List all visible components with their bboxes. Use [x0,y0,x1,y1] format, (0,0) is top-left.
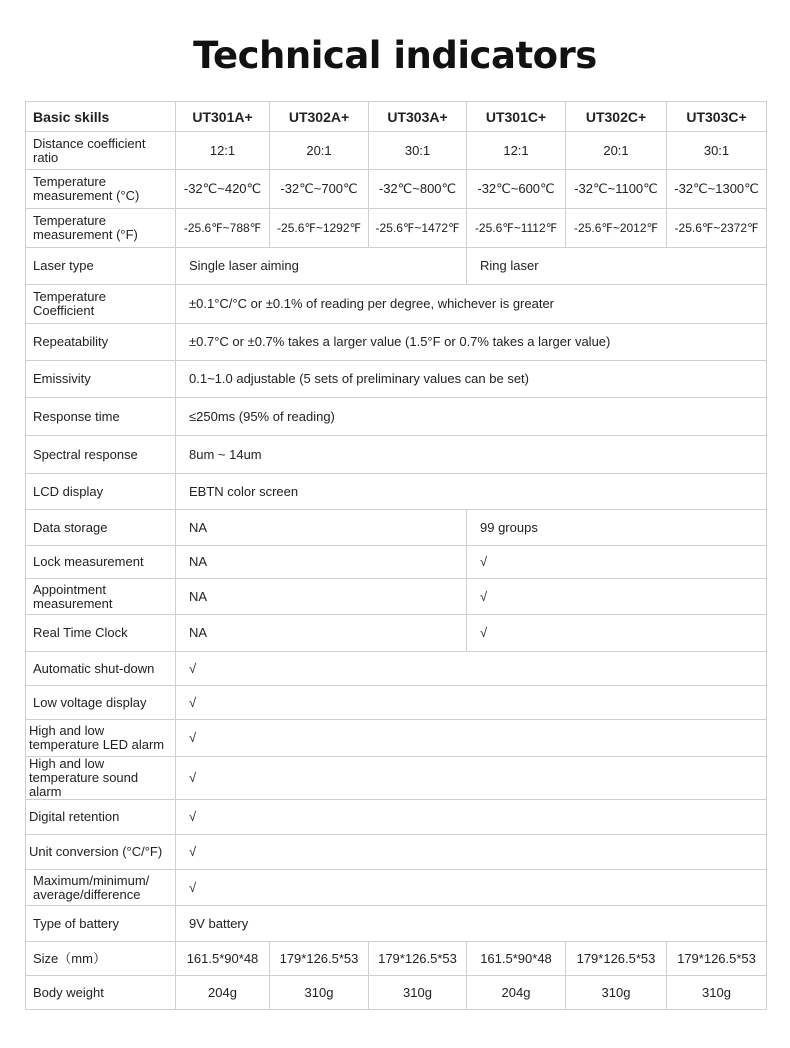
table-row [26,870,767,906]
table-cell: NA [176,615,467,652]
table-row [26,757,767,800]
table-row [26,398,767,436]
table-cell: -25.6℉~2012℉ [566,209,667,248]
table-row [26,436,767,474]
row-label: Emissivity [26,361,176,398]
row-label: Unit conversion (°C/°F) [26,835,176,870]
table-row [26,170,767,209]
table-cell: NA [176,546,467,579]
table-cell: 179*126.5*53 [369,942,467,976]
row-label: Appointment measurement [26,579,176,615]
table-row [26,132,767,170]
table-row [26,615,767,652]
header-cell: UT302A+ [270,102,369,132]
row-label: Repeatability [26,324,176,361]
spec-table [25,101,767,1010]
table-row [26,285,767,324]
table-row [26,324,767,361]
table-row [26,248,767,285]
table-cell: 0.1~1.0 adjustable (5 sets of preliminary values can be set) [176,361,767,398]
table-cell: 99 groups [467,510,767,546]
table-row [26,686,767,720]
table-row [26,579,767,615]
table-cell: √ [176,652,767,686]
row-label: Temperature measurement (°C) [26,170,176,209]
table-cell: 161.5*90*48 [176,942,270,976]
table-cell: 30:1 [369,132,467,170]
header-cell: UT301C+ [467,102,566,132]
table-cell: EBTN color screen [176,474,767,510]
table-cell: √ [467,546,767,579]
table-cell: NA [176,510,467,546]
table-cell: -32℃~800℃ [369,170,467,209]
table-cell: √ [176,870,767,906]
header-cell: UT302C+ [566,102,667,132]
row-label: Laser type [26,248,176,285]
row-label: High and low temperature LED alarm [26,720,176,757]
table-row [26,720,767,757]
table-cell: √ [176,686,767,720]
table-cell: -25.6℉~1292℉ [270,209,369,248]
table-row [26,976,767,1010]
table-cell: -32℃~1100℃ [566,170,667,209]
header-cell: UT301A+ [176,102,270,132]
table-cell: √ [176,835,767,870]
table-cell: 8um ~ 14um [176,436,767,474]
table-cell: 310g [667,976,767,1010]
table-cell: NA [176,579,467,615]
table-cell: √ [176,757,767,800]
table-cell: -32℃~1300℃ [667,170,767,209]
table-cell: ±0.7°C or ±0.7% takes a larger value (1.5°F or 0.7% takes a larger value) [176,324,767,361]
table-cell: 179*126.5*53 [566,942,667,976]
table-cell: √ [176,720,767,757]
table-cell: √ [467,579,767,615]
table-cell: 204g [467,976,566,1010]
table-cell: √ [467,615,767,652]
table-row [26,546,767,579]
table-cell: ±0.1°C/°C or ±0.1% of reading per degree, whichever is greater [176,285,767,324]
row-label: Lock measurement [26,546,176,579]
table-row [26,906,767,942]
row-label: Body weight [26,976,176,1010]
row-label: Type of battery [26,906,176,942]
table-row [26,510,767,546]
table-cell: 20:1 [566,132,667,170]
row-label: Digital retention [26,800,176,835]
table-row [26,361,767,398]
row-label: High and low temperature sound alarm [26,757,176,800]
table-cell: 12:1 [467,132,566,170]
header-cell: UT303C+ [667,102,767,132]
table-cell: 310g [369,976,467,1010]
table-cell: ≤250ms (95% of reading) [176,398,767,436]
table-cell: -32℃~420℃ [176,170,270,209]
row-label: Automatic shut-down [26,652,176,686]
table-cell: 30:1 [667,132,767,170]
table-row [26,942,767,976]
row-label: LCD display [26,474,176,510]
row-label: Response time [26,398,176,436]
table-cell: 20:1 [270,132,369,170]
row-label: Spectral response [26,436,176,474]
table-cell: 310g [566,976,667,1010]
page-title: Technical indicators [193,34,597,77]
table-cell: Single laser aiming [176,248,467,285]
table-row [26,209,767,248]
table-cell: 179*126.5*53 [270,942,369,976]
row-label: Temperature measurement (°F) [26,209,176,248]
header-row [26,102,767,132]
row-label: Size（mm） [26,942,176,976]
table-row [26,474,767,510]
row-label: Data storage [26,510,176,546]
table-cell: -25.6℉~788℉ [176,209,270,248]
table-cell: 161.5*90*48 [467,942,566,976]
table-cell: -32℃~600℃ [467,170,566,209]
header-cell: Basic skills [26,102,176,132]
row-label: Temperature Coefficient [26,285,176,324]
table-cell: 204g [176,976,270,1010]
table-cell: -25.6℉~2372℉ [667,209,767,248]
table-row [26,835,767,870]
table-cell: -25.6℉~1112℉ [467,209,566,248]
row-label: Maximum/minimum/ average/difference [26,870,176,906]
row-label: Low voltage display [26,686,176,720]
table-cell: 310g [270,976,369,1010]
table-cell: Ring laser [467,248,767,285]
table-row [26,800,767,835]
table-cell: -25.6℉~1472℉ [369,209,467,248]
table-cell: 12:1 [176,132,270,170]
table-cell: √ [176,800,767,835]
table-cell: 9V battery [176,906,767,942]
table-cell: -32℃~700℃ [270,170,369,209]
table-row [26,652,767,686]
row-label: Distance coefficient ratio [26,132,176,170]
table-cell: 179*126.5*53 [667,942,767,976]
row-label: Real Time Clock [26,615,176,652]
header-cell: UT303A+ [369,102,467,132]
